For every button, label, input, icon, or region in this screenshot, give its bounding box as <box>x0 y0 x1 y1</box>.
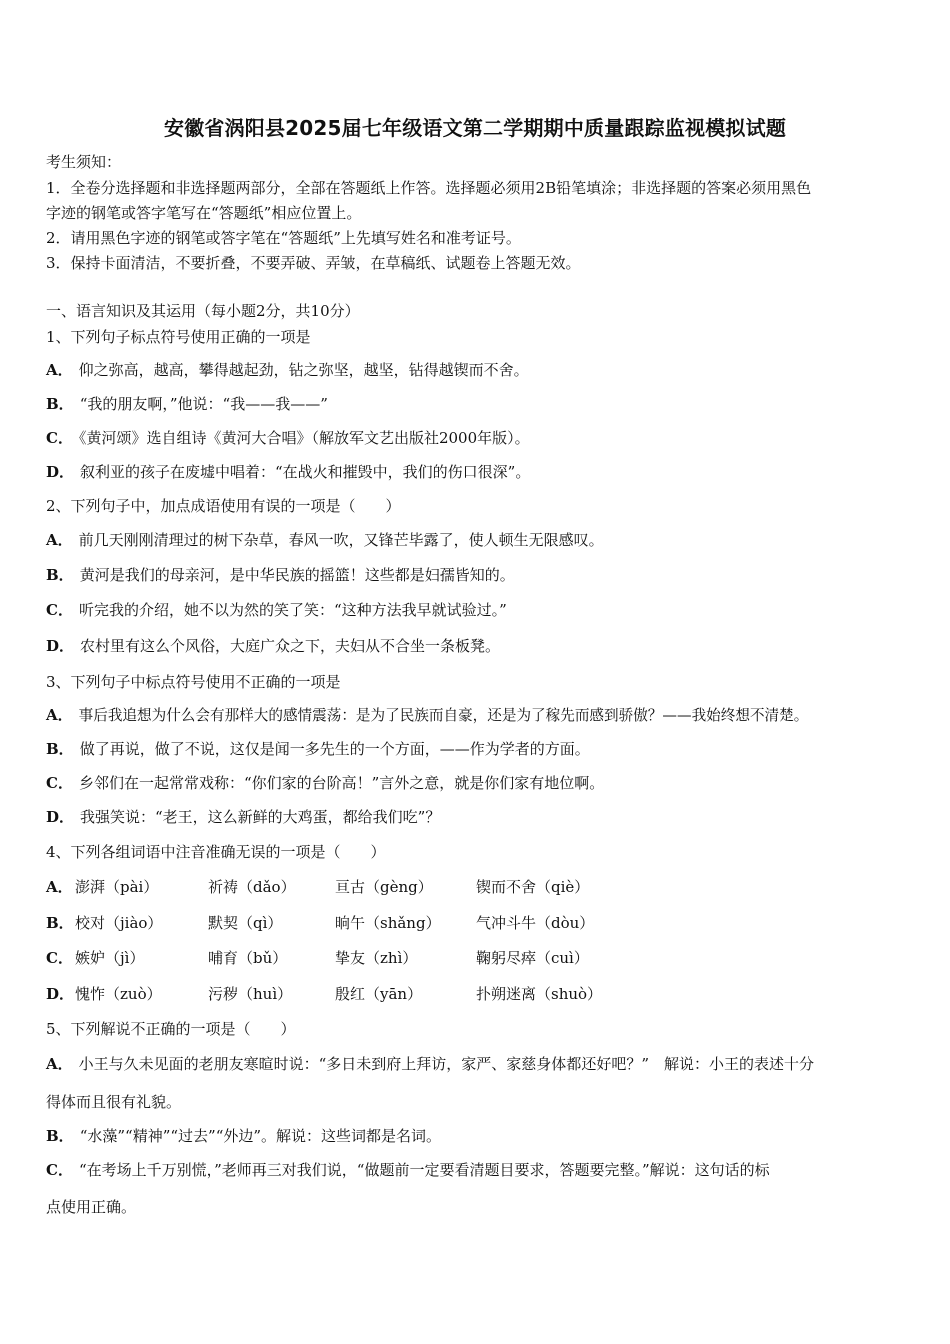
notice-item: 3．保持卡面清洁，不要折叠，不要弄破、弄皱，在草稿纸、试题卷上答题无效。 <box>46 254 581 272</box>
option-label: A． <box>46 361 73 379</box>
pinyin-item: 锲而不舍（qiè） <box>476 878 590 896</box>
option-label: C． <box>46 429 73 447</box>
option-text: “水藻”“精神”“过去”“外边”。解说：这些词都是名词。 <box>79 1127 442 1145</box>
pinyin-item: 澎湃（pài） <box>75 878 159 896</box>
option-label: B． <box>46 1127 74 1145</box>
option-label: D． <box>46 808 75 826</box>
option-text: 《黄河颂》选自组诗《黄河大合唱》（解放军文艺出版社2000年版）。 <box>78 429 530 447</box>
option-text: 前几天刚刚清理过的树下杂草，春风一吹，又锋芒毕露了，使人顿生无限感叹。 <box>78 531 604 549</box>
question-stem: 1、下列句子标点符号使用正确的一项是 <box>46 328 311 346</box>
pinyin-item: 祈祷（dǎo） <box>208 878 296 896</box>
option-label: B． <box>46 566 74 584</box>
pinyin-item: 气冲斗牛（dòu） <box>476 914 595 932</box>
pinyin-item: 愧怍（zuò） <box>75 985 162 1003</box>
question-stem: 5、下列解说不正确的一项是（ ） <box>46 1020 296 1038</box>
option-label: B． <box>46 740 74 758</box>
option-line <box>46 1160 770 1180</box>
pinyin-item: 扑朔迷离（shuò） <box>476 985 603 1003</box>
option-line <box>46 1054 814 1074</box>
notice-item: 2．请用黑色字迹的钢笔或答字笔在“答题纸”上先填写姓名和准考证号。 <box>46 229 521 247</box>
option-text: 乡邻们在一起常常戏称：“你们家的台阶高！”言外之意，就是你们家有地位啊。 <box>78 774 605 792</box>
pinyin-item: 嫉妒（jì） <box>75 949 145 967</box>
option-continuation: 得体而且很有礼貌。 <box>46 1093 182 1111</box>
option-text: 听完我的介绍，她不以为然的笑了笑：“这种方法我早就试验过。” <box>78 601 507 619</box>
option-text: 农村里有这么个风俗，大庭广众之下，夫妇从不合坐一条板凳。 <box>80 637 501 655</box>
pinyin-item: 亘古（gèng） <box>335 878 433 896</box>
pinyin-item: 默契（qì） <box>208 914 283 932</box>
option-text: 叙利亚的孩子在废墟中唱着：“在战火和摧毁中，我们的伤口很深”。 <box>80 463 531 481</box>
notice-item: 1．全卷分选择题和非选择题两部分，全部在答题纸上作答。选择题必须用2B铅笔填涂；非选择题的答案必须用黑色 <box>46 179 812 197</box>
option-line <box>46 636 500 656</box>
pinyin-item: 校对（jiào） <box>75 914 163 932</box>
option-text: 小王与久未见面的老朋友寒暄时说：“多日未到府上拜访，家严、家慈身体都还好吧？” 解说：小王的表述十分 <box>78 1055 814 1073</box>
notice-heading: 考生须知： <box>46 153 122 171</box>
option-line <box>46 1126 441 1146</box>
pinyin-item: 挚友（zhì） <box>335 949 418 967</box>
pinyin-item: 哺育（bǔ） <box>208 949 288 967</box>
pinyin-item: 晌午（shǎng） <box>335 914 441 932</box>
option-label: B． <box>46 395 74 413</box>
option-label: A． <box>46 706 73 724</box>
option-label: A． <box>46 1055 73 1073</box>
option-text: 做了再说，做了不说，这仅是闻一多先生的一个方面，——作为学者的方面。 <box>79 740 590 758</box>
option-label: C． <box>46 949 73 967</box>
option-line <box>46 807 440 827</box>
option-label: D． <box>46 985 75 1003</box>
pinyin-item: 殷红（yān） <box>335 985 423 1003</box>
option-text: 事后我追想为什么会有那样大的感情震荡：是为了民族而自豪，还是为了稼先而感到骄傲？——我始终想不清楚。 <box>78 707 809 724</box>
option-text: “我的朋友啊，”他说：“我——我——” <box>79 395 328 413</box>
option-line <box>46 773 604 793</box>
option-label: C． <box>46 774 73 792</box>
option-line <box>46 705 808 726</box>
option-line <box>46 360 529 380</box>
option-text: “在考场上千万别慌，”老师再三对我们说，“做题前一定要看清题目要求，答题要完整。”解说：这句话的标 <box>78 1161 770 1179</box>
option-line <box>46 394 328 414</box>
pinyin-item: 鞠躬尽瘁（cuì） <box>476 949 589 967</box>
question-stem: 4、下列各组词语中注音准确无误的一项是（ ） <box>46 843 386 861</box>
option-text: 黄河是我们的母亲河，是中华民族的摇篮！这些都是妇孺皆知的。 <box>79 566 515 584</box>
option-label: C． <box>46 601 73 619</box>
option-label: D． <box>46 637 75 655</box>
option-line <box>46 600 507 620</box>
option-label: A． <box>46 878 73 896</box>
option-line <box>46 565 515 585</box>
option-line <box>46 428 530 448</box>
option-label: A． <box>46 531 73 549</box>
option-label: C． <box>46 1161 73 1179</box>
option-continuation: 点使用正确。 <box>46 1198 137 1216</box>
option-label: B． <box>46 914 74 932</box>
pinyin-item: 污秽（huì） <box>208 985 293 1003</box>
option-text: 我强笑说：“老王，这么新鲜的大鸡蛋，都给我们吃”？ <box>80 808 441 826</box>
option-label: D． <box>46 463 75 481</box>
option-text: 仰之弥高，越高，攀得越起劲，钻之弥坚，越坚，钻得越锲而不舍。 <box>78 361 529 379</box>
question-stem: 2、下列句子中，加点成语使用有误的一项是（ ） <box>46 497 401 515</box>
option-line <box>46 739 590 759</box>
section-heading: 一、语言知识及其运用（每小题2分，共10分） <box>46 302 360 320</box>
question-stem: 3、下列句子中标点符号使用不正确的一项是 <box>46 673 341 691</box>
notice-item: 字迹的钢笔或答字笔写在“答题纸”相应位置上。 <box>46 204 362 222</box>
page-title: 安徽省涡阳县2025届七年级语文第二学期期中质量跟踪监视模拟试题 <box>163 116 787 140</box>
option-line <box>46 530 604 550</box>
option-line <box>46 462 530 482</box>
